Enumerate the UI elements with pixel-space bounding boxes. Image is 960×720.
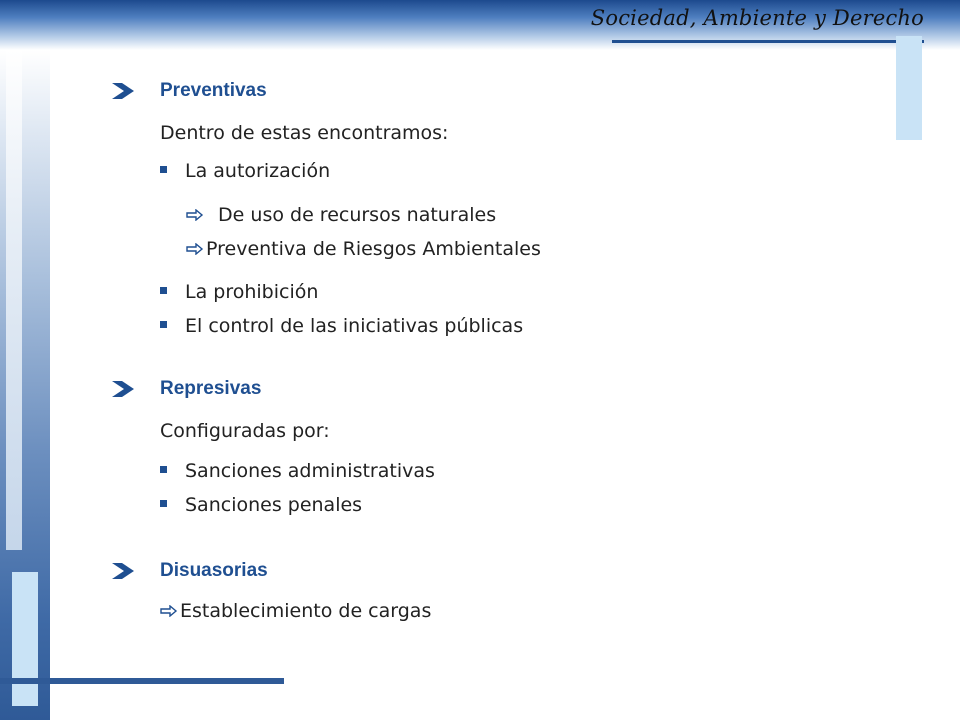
square-bullet-icon xyxy=(160,321,167,328)
square-bullet-icon xyxy=(160,500,167,507)
chevron-right-icon xyxy=(112,379,138,399)
sub-list-item: Establecimiento de cargas xyxy=(160,600,431,622)
section-heading-represivas xyxy=(112,378,261,400)
outline-arrow-right-icon xyxy=(186,209,204,221)
section-intro: Configuradas por: xyxy=(160,420,330,442)
sub-list-item: Preventiva de Riesgos Ambientales xyxy=(186,238,541,260)
square-bullet-icon xyxy=(160,466,167,473)
header-title: Sociedad, Ambiente y Derecho xyxy=(590,6,924,30)
list-item: Sanciones penales xyxy=(160,494,362,516)
section-title: Preventivas xyxy=(160,80,267,101)
section-intro: Dentro de estas encontramos: xyxy=(160,122,449,144)
section-title: Represivas xyxy=(160,378,262,399)
square-bullet-icon xyxy=(160,287,167,294)
list-item: El control de las iniciativas públicas xyxy=(160,315,523,337)
square-bullet-icon xyxy=(160,166,167,173)
outline-arrow-right-icon xyxy=(186,243,204,255)
chevron-right-icon xyxy=(112,561,138,581)
section-heading-disuasorias xyxy=(112,560,268,582)
outline-arrow-right-icon xyxy=(160,605,178,617)
section-title: Disuasorias xyxy=(160,560,268,581)
sub-list-item: De uso de recursos naturales xyxy=(186,204,496,226)
list-item: Sanciones administrativas xyxy=(160,460,435,482)
section-heading-preventivas xyxy=(112,80,267,102)
chevron-right-icon xyxy=(112,81,138,101)
list-item: La autorización xyxy=(160,160,330,182)
list-item: La prohibición xyxy=(160,281,318,303)
